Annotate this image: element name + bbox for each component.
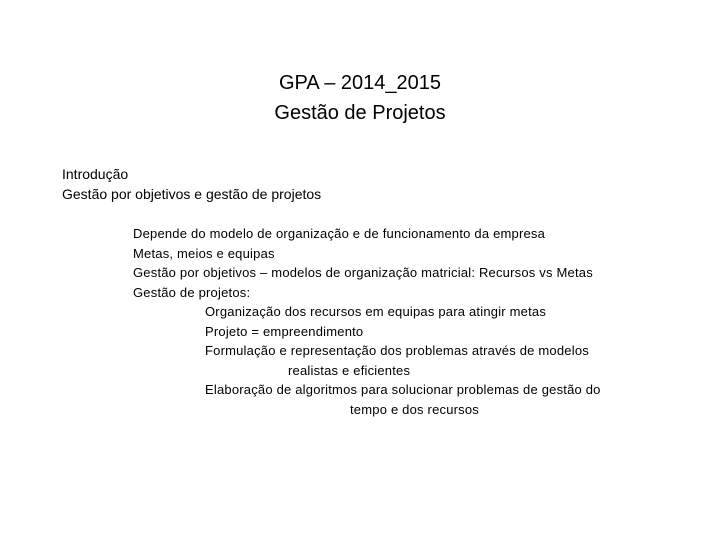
sub-list-item: Organização dos recursos em equipas para atingir metas: [205, 304, 547, 319]
list-item: Gestão de projetos:: [133, 284, 251, 300]
sub-list-item: Formulação e representação dos problemas através de modelos: [205, 343, 589, 358]
list-item: Depende do modelo de organização e de funcionamento da empresa: [133, 226, 546, 241]
sub-list-item-continuation: realistas e eficientes: [288, 362, 411, 378]
intro-section: [62, 164, 321, 204]
body-list: [133, 224, 601, 419]
sub-list-item: Projeto = empreendimento: [205, 323, 364, 339]
list-item: Gestão por objetivos – modelos de organização matricial: Recursos vs Metas: [133, 265, 593, 280]
title-line-1: GPA – 2014_2015: [279, 72, 441, 94]
sub-list-item-continuation: tempo e dos recursos: [350, 401, 480, 417]
intro-heading: Introdução: [62, 166, 129, 182]
sub-list-item: Elaboração de algoritmos para solucionar problemas de gestão do: [205, 382, 601, 397]
slide-title: [0, 68, 720, 128]
title-line-2: Gestão de Projetos: [274, 102, 446, 124]
list-item: Metas, meios e equipas: [133, 245, 275, 261]
intro-subheading: Gestão por objetivos e gestão de projetos: [62, 186, 322, 202]
